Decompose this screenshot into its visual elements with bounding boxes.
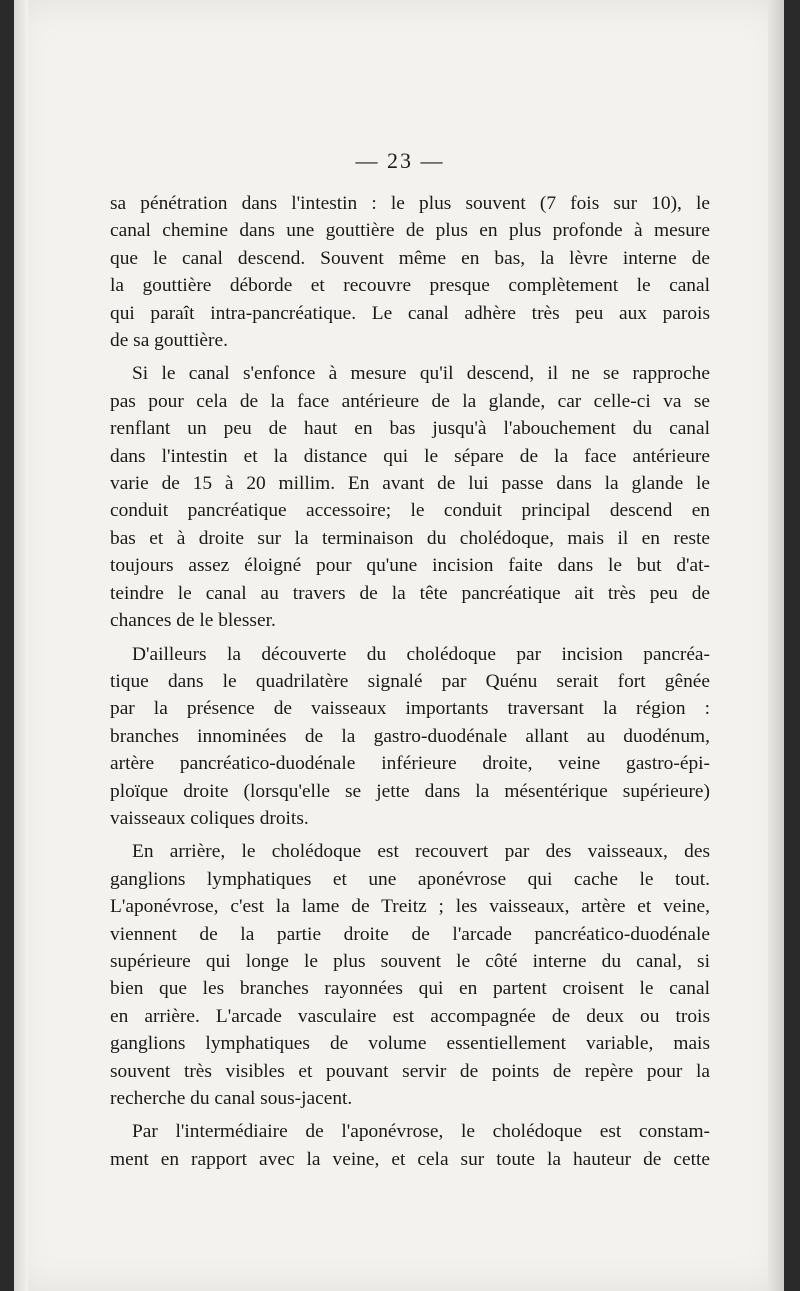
text-line: la gouttière déborde et recouvre presque complètement le canal bbox=[110, 275, 710, 297]
text-line: en arrière. L'arcade vasculaire est accompagnée de deux ou trois bbox=[110, 1005, 710, 1027]
page-number: — 23 — bbox=[355, 148, 445, 173]
text-line: tique dans le quadrilatère signalé par Quénu serait fort gênée bbox=[110, 670, 710, 692]
page-right-edge bbox=[768, 0, 784, 1291]
text-line: qui paraît intra-pancréatique. Le canal adhère très peu aux parois bbox=[110, 302, 710, 324]
text-line: sa pénétration dans l'intestin : le plus souvent (7 fois sur 10), le bbox=[110, 193, 710, 214]
text-line: souvent très visibles et pouvant servir de points de repère pour la bbox=[110, 1060, 710, 1082]
paragraph bbox=[110, 641, 710, 833]
text-line: de sa gouttière. bbox=[110, 330, 228, 352]
text-line: canal chemine dans une gouttière de plus en plus profonde à mesure bbox=[110, 220, 710, 242]
paragraph bbox=[110, 1118, 710, 1173]
text-line: dans l'intestin et la distance qui le sépare de la face antérieure bbox=[110, 445, 710, 467]
text-line: vaisseaux coliques droits. bbox=[110, 807, 309, 829]
text-line: pas pour cela de la face antérieure de la glande, car celle-ci va se bbox=[110, 390, 710, 412]
text-line: recherche du canal sous-jacent. bbox=[110, 1088, 353, 1109]
text-line: bas et à droite sur la terminaison du cholédoque, mais il en reste bbox=[110, 527, 710, 549]
text-line: supérieure qui longe le plus souvent le côté interne du canal, si bbox=[110, 950, 710, 972]
text-line: ganglions lymphatiques de volume essentiellement variable, mais bbox=[110, 1033, 710, 1055]
text-line: Par l'intermédiaire de l'aponévrose, le cholédoque est constam- bbox=[132, 1121, 710, 1143]
text-line: chances de le blesser. bbox=[110, 610, 276, 632]
text-line: ganglions lymphatiques et une aponévrose qui cache le tout. bbox=[110, 868, 710, 890]
text-line: conduit pancréatique accessoire; le conduit principal descend en bbox=[110, 500, 710, 522]
text-line: renflant un peu de haut en bas jusqu'à l'abouchement du canal bbox=[110, 418, 710, 440]
text-line: En arrière, le cholédoque est recouvert par des vaisseaux, des bbox=[132, 841, 710, 863]
text-line: ment en rapport avec la veine, et cela sur toute la hauteur de cette bbox=[110, 1148, 710, 1170]
text-line: teindre le canal au travers de la tête pancréatique ait très peu de bbox=[110, 582, 710, 604]
text-line: que le canal descend. Souvent même en bas, la lèvre interne de bbox=[110, 247, 710, 269]
text-line: branches innominées de la gastro-duodénale allant au duodénum, bbox=[110, 725, 710, 747]
text-line: par la présence de vaisseaux importants traversant la région : bbox=[110, 698, 710, 720]
page-left-edge bbox=[14, 0, 28, 1291]
paragraph bbox=[110, 190, 710, 354]
text-line: D'ailleurs la découverte du cholédoque par incision pancréa- bbox=[132, 643, 710, 665]
text-line: viennent de la partie droite de l'arcade pancréatico-duodénale bbox=[110, 923, 710, 945]
text-line: Si le canal s'enfonce à mesure qu'il descend, il ne se rapproche bbox=[132, 363, 710, 385]
text-line: ploïque droite (lorsqu'elle se jette dans la mésentérique supérieure) bbox=[110, 780, 710, 802]
text-line: toujours assez éloigné pour qu'une incision faite dans le but d'at- bbox=[110, 555, 710, 577]
text-line: bien que les branches rayonnées qui en partent croisent le canal bbox=[110, 978, 710, 1000]
body-text bbox=[110, 190, 710, 1179]
text-line: L'aponévrose, c'est la lame de Treitz ; les vaisseaux, artère et veine, bbox=[110, 896, 710, 918]
paragraph bbox=[110, 360, 710, 634]
text-line: varie de 15 à 20 millim. En avant de lui passe dans la glande le bbox=[110, 473, 710, 495]
text-line: artère pancréatico-duodénale inférieure droite, veine gastro-épi- bbox=[110, 753, 710, 775]
paragraph bbox=[110, 838, 710, 1112]
